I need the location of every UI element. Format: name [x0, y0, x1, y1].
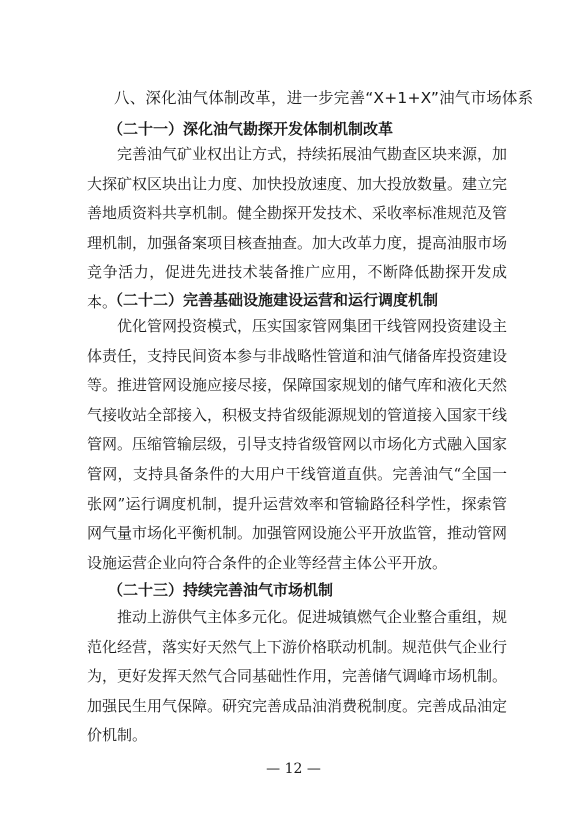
paragraph-21: 完善油气矿业权出让方式，持续拓展油气勘查区块来源，加大探矿权区块出让力度、加快投放速度、加大投放数量。建立完善地质资料共享机制。健全勘探开发技术、采收率标准规范及管理机制，加强备案项目核查抽查。加大改革力度，提高油服市场竞争活力，促进先进技术装备推广应用，不断降低勘探开发成本。 [87, 145, 508, 311]
paragraph-23: 推动上游供气主体多元化。促进城镇燃气企业整合重组，规范化经营，落实好天然气上下游价格联动机制。规范供气企业行为，更好发挥天然气合同基础性作用，完善储气调峰市场机制。加强民生用气保障。研究完善成品油消费税制度。完善成品油定价机制。 [87, 608, 508, 745]
subsection-heading-23: （二十三）持续完善油气市场机制 [108, 581, 334, 599]
paragraph-22: 优化管网投资模式，压实国家管网集团干线管网投资建设主体责任，支持民间资本参与非战略性管道和油气储备库投资建设等。推进管网设施应接尽接，保障国家规划的储气库和液化天然气接收站全部接入，积极支持省级能源规划的管道接入国家干线管网。压缩管输层级，引导支持省级管网以市场化方式融入国家管网，支持具备条件的大用户干线管道直供。完善油气“全国一张网”运行调度机制，提升运营效率和管输路径科学性，探索管网气量市场化平衡机制。加强管网设施公平开放监管，推动管网设施运营企业向符合条件的企业等经营主体公平开放。 [87, 317, 508, 572]
section-title: 八、深化油气体制改革，进一步完善“X+1+X”油气市场体系 [114, 89, 534, 107]
page-number: — 12 — [266, 761, 321, 777]
subsection-heading-22: （二十二）完善基础设施建设运营和运行调度机制 [108, 291, 439, 309]
subsection-heading-21: （二十一）深化油气勘探开发体制机制改革 [108, 120, 394, 138]
